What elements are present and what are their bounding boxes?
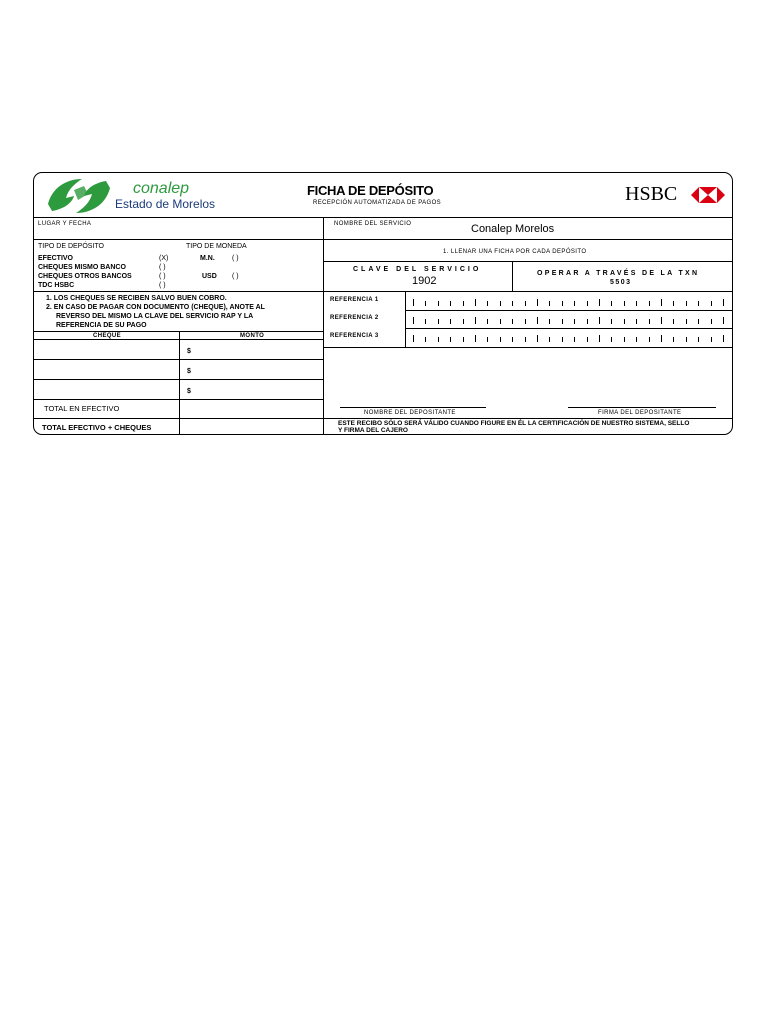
referencia-tick — [649, 337, 650, 342]
referencia-tick — [636, 319, 637, 324]
referencia-tick — [537, 317, 538, 324]
cheque-header: CHEQUE — [93, 333, 122, 339]
referencia-tick — [438, 301, 439, 306]
center-divider — [323, 217, 324, 434]
total-general-label: TOTAL EFECTIVO + CHEQUES — [42, 423, 152, 432]
referencia-tick — [562, 301, 563, 306]
referencia-tick — [686, 319, 687, 324]
referencia-input[interactable] — [407, 312, 730, 326]
referencia-label: REFERENCIA 3 — [330, 333, 379, 339]
referencia-tick — [723, 317, 724, 324]
referencia-tick — [450, 319, 451, 324]
referencia-tick — [525, 301, 526, 306]
referencia-tick — [711, 319, 712, 324]
deposit-type-checkbox[interactable]: ( ) — [159, 264, 166, 271]
referencia-tick — [673, 301, 674, 306]
referencia-tick — [549, 319, 550, 324]
deposit-type-label: TDC HSBC — [38, 282, 75, 289]
currency-checkbox[interactable]: ( ) — [232, 255, 239, 262]
referencia-tick — [711, 301, 712, 306]
clave-servicio-value: 1902 — [412, 275, 437, 287]
deposit-type-label: CHEQUES OTROS BANCOS — [38, 273, 132, 280]
referencia-input[interactable] — [407, 294, 730, 308]
referencia-tick — [562, 319, 563, 324]
referencia-tick — [673, 337, 674, 342]
referencia-tick — [649, 301, 650, 306]
referencia-tick — [636, 301, 637, 306]
row-divider-2 — [323, 261, 732, 262]
referencia-tick — [413, 317, 414, 324]
cheque-number-field[interactable] — [36, 341, 177, 357]
note-line: 2. EN CASO DE PAGAR CON DOCUMENTO (CHEQUE), ANOTE AL — [46, 304, 265, 311]
referencia-tick — [450, 337, 451, 342]
nombre-depositante-line — [340, 407, 486, 408]
referencia-tick — [438, 337, 439, 342]
referencia-tick — [574, 301, 575, 306]
referencia-tick — [487, 337, 488, 342]
referencia-tick — [562, 337, 563, 342]
referencia-tick — [450, 301, 451, 306]
currency-symbol: $ — [187, 388, 191, 395]
deposit-type-checkbox[interactable]: (X) — [159, 255, 169, 262]
referencia-tick — [500, 301, 501, 306]
tipo-deposito-label: TIPO DE DEPÓSITO — [38, 243, 104, 250]
row-divider-3 — [34, 291, 732, 292]
monto-field[interactable] — [195, 361, 320, 377]
txn-value: 5503 — [610, 279, 632, 286]
form-subtitle: RECEPCIÓN AUTOMATIZADA DE PAGOS — [313, 200, 442, 206]
disclaimer-line: Y FIRMA DEL CAJERO — [338, 427, 408, 434]
nombre-depositante-field[interactable] — [340, 392, 486, 406]
referencia-tick — [413, 299, 414, 306]
row-divider-1 — [34, 239, 732, 240]
monto-field[interactable] — [195, 381, 320, 397]
clave-servicio-label: CLAVE DEL SERVICIO — [353, 266, 482, 273]
referencia-tick — [661, 317, 662, 324]
bank-name: HSBC — [625, 183, 678, 205]
referencia-tick — [611, 337, 612, 342]
lugar-fecha-label: LUGAR Y FECHA — [38, 221, 92, 227]
brand-name: conalep — [133, 180, 190, 197]
deposit-type-checkbox[interactable]: ( ) — [159, 273, 166, 280]
cheque-row-line — [34, 379, 323, 380]
referencia-tick — [686, 337, 687, 342]
referencia-tick — [487, 319, 488, 324]
referencia-tick — [624, 301, 625, 306]
referencia-tick — [475, 335, 476, 342]
referencia-tick — [549, 301, 550, 306]
hsbc-hexagon-logo-icon — [691, 187, 725, 203]
referencia-tick — [537, 299, 538, 306]
referencia-tick — [661, 299, 662, 306]
firma-depositante-line — [568, 407, 716, 408]
nombre-servicio-value: Conalep Morelos — [471, 223, 555, 235]
referencia-tick — [698, 319, 699, 324]
referencia-tick — [611, 301, 612, 306]
total-efectivo-label: TOTAL EN EFECTIVO — [44, 404, 120, 413]
disclaimer-divider — [323, 418, 732, 419]
nombre-servicio-label: NOMBRE DEL SERVICIO — [334, 221, 412, 227]
referencia-tick — [611, 319, 612, 324]
currency-symbol: $ — [187, 348, 191, 355]
firma-depositante-label: FIRMA DEL DEPOSITANTE — [598, 410, 682, 416]
conalep-logo-icon — [44, 176, 114, 216]
referencia-tick — [425, 319, 426, 324]
referencia-tick — [587, 319, 588, 324]
referencia-tick — [463, 301, 464, 306]
referencia-tick — [574, 337, 575, 342]
brand-subtitle: Estado de Morelos — [115, 197, 216, 211]
clave-txn-divider — [512, 261, 513, 291]
deposit-type-label: CHEQUES MISMO BANCO — [38, 264, 126, 271]
referencia-tick — [599, 317, 600, 324]
referencia-row-line — [405, 328, 732, 329]
referencia-tick — [698, 301, 699, 306]
referencia-tick — [673, 319, 674, 324]
referencia-bottom-line — [323, 347, 732, 348]
deposit-type-label: EFECTIVO — [38, 255, 74, 262]
referencia-tick — [475, 317, 476, 324]
form-title: FICHA DE DEPÓSITO — [307, 183, 434, 198]
referencia-tick — [686, 301, 687, 306]
referencia-tick — [425, 301, 426, 306]
cheque-row-line — [34, 399, 323, 400]
referencia-tick — [463, 337, 464, 342]
note-line: 1. LOS CHEQUES SE RECIBEN SALVO BUEN COBRO. — [46, 295, 227, 302]
referencia-tick — [587, 337, 588, 342]
currency-checkbox[interactable]: ( ) — [232, 273, 239, 280]
referencia-tick — [661, 335, 662, 342]
referencia-tick — [500, 319, 501, 324]
referencia-tick — [512, 301, 513, 306]
referencia-tick — [624, 337, 625, 342]
monto-header: MONTO — [240, 333, 265, 339]
note-line: REVERSO DEL MISMO LA CLAVE DEL SERVICIO RAP Y LA — [56, 313, 254, 320]
referencia-tick — [525, 337, 526, 342]
referencia-tick — [574, 319, 575, 324]
referencia-tick — [537, 335, 538, 342]
currency-label: M.N. — [200, 255, 215, 262]
nombre-depositante-label: NOMBRE DEL DEPOSITANTE — [364, 410, 456, 416]
referencia-tick — [425, 337, 426, 342]
txn-label: OPERAR A TRAVÉS DE LA TXN — [537, 270, 700, 277]
referencia-tick — [549, 337, 550, 342]
instruction-text: 1. LLENAR UNA FICHA POR CADA DEPÓSITO — [443, 249, 587, 255]
referencia-tick — [463, 319, 464, 324]
referencia-tick — [500, 337, 501, 342]
deposit-type-checkbox[interactable]: ( ) — [159, 282, 166, 289]
referencia-input[interactable] — [407, 330, 730, 344]
referencia-tick — [599, 335, 600, 342]
monto-field[interactable] — [195, 341, 320, 357]
header-divider — [34, 217, 732, 218]
referencia-divider — [405, 291, 406, 347]
referencia-tick — [512, 319, 513, 324]
disclaimer-line: ESTE RECIBO SÓLO SERÁ VÁLIDO CUANDO FIGURE EN ÉL LA CERTIFICACIÓN DE NUESTRO SISTEMA, SELLO — [338, 420, 690, 427]
referencia-tick — [624, 319, 625, 324]
cheque-row-line — [34, 359, 323, 360]
referencia-tick — [487, 301, 488, 306]
referencia-tick — [649, 319, 650, 324]
referencia-tick — [711, 337, 712, 342]
referencia-tick — [475, 299, 476, 306]
referencia-tick — [525, 319, 526, 324]
cheque-number-field[interactable] — [36, 381, 177, 397]
total-efectivo-field[interactable] — [181, 401, 321, 416]
referencia-tick — [587, 301, 588, 306]
referencia-row-line — [405, 310, 732, 311]
currency-label: USD — [202, 273, 217, 280]
referencia-tick — [723, 299, 724, 306]
cheque-number-field[interactable] — [36, 361, 177, 377]
referencia-tick — [438, 319, 439, 324]
lugar-fecha-field[interactable] — [38, 228, 318, 238]
referencia-tick — [512, 337, 513, 342]
tipo-moneda-label: TIPO DE MONEDA — [186, 243, 247, 250]
referencia-tick — [723, 335, 724, 342]
cheque-header-bottom — [34, 339, 323, 340]
referencia-tick — [413, 335, 414, 342]
referencia-label: REFERENCIA 2 — [330, 315, 379, 321]
firma-depositante-field[interactable] — [568, 392, 716, 406]
total-general-field[interactable] — [181, 420, 321, 433]
total-row-line — [34, 418, 323, 419]
referencia-tick — [599, 299, 600, 306]
referencia-label: REFERENCIA 1 — [330, 297, 379, 303]
note-line: REFERENCIA DE SU PAGO — [56, 322, 147, 329]
currency-symbol: $ — [187, 368, 191, 375]
referencia-tick — [698, 337, 699, 342]
referencia-tick — [636, 337, 637, 342]
